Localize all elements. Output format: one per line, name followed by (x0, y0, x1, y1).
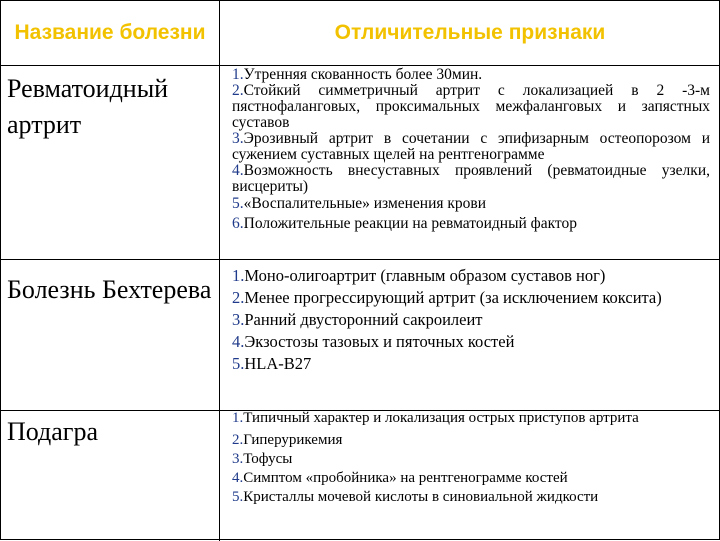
feature-item: 2.Стойкий симметричный артрит с локализацией в 2 -3-м пястнофаланговых, проксимальных межфаланговых и запястных суставов (232, 82, 710, 131)
feature-item: 4.Возможность внесуставных проявлений (ревматоидные узелки, висцериты) (232, 162, 710, 195)
feature-item: 5.Кристаллы мочевой кислоты в синовиальной жидкости (232, 489, 599, 505)
features-bechterew (232, 267, 710, 377)
feature-item: 1.Типичный характер и локализация острых приступов артрита (232, 410, 639, 426)
header-features: Отличительные признаки (334, 21, 606, 44)
feature-item: 1.Утренняя скованность более 30мин. (232, 66, 483, 83)
feature-item: 2.Менее прогрессирующий артрит (за исключением коксита) (232, 288, 662, 307)
disease-name-bechterew: Болезнь Бехтерева (7, 275, 212, 304)
feature-item: 5.«Воспалительные» изменения крови (232, 195, 487, 212)
feature-item: 3.Эрозивный артрит в сочетании с эпифизарным остеопорозом и сужением суставных щелей на рентгенограмме (232, 130, 710, 163)
features-rheumatoid (232, 67, 710, 232)
feature-item: 4.Симптом «пробойника» на рентгенограмме костей (232, 470, 568, 486)
feature-item: 3.Тофусы (232, 451, 293, 467)
feature-item: 3.Ранний двусторонний сакроилеит (232, 310, 483, 329)
header-disease-name: Название болезни (14, 21, 206, 44)
disease-name-rheumatoid: Ревматоидный артрит (7, 74, 169, 139)
feature-item: 5.HLA-B27 (232, 354, 312, 373)
disease-name-gout: Подагра (7, 417, 98, 446)
feature-item: 6.Положительные реакции на ревматоидный фактор (232, 215, 577, 232)
feature-item: 2.Гиперурикемия (232, 432, 343, 448)
feature-item: 4.Экзостозы тазовых и пяточных костей (232, 332, 515, 351)
column-divider (219, 1, 220, 541)
feature-item: 1.Моно-олигоартрит (главным образом суставов ног) (232, 266, 606, 285)
features-gout (232, 412, 710, 507)
row-divider (1, 259, 720, 260)
